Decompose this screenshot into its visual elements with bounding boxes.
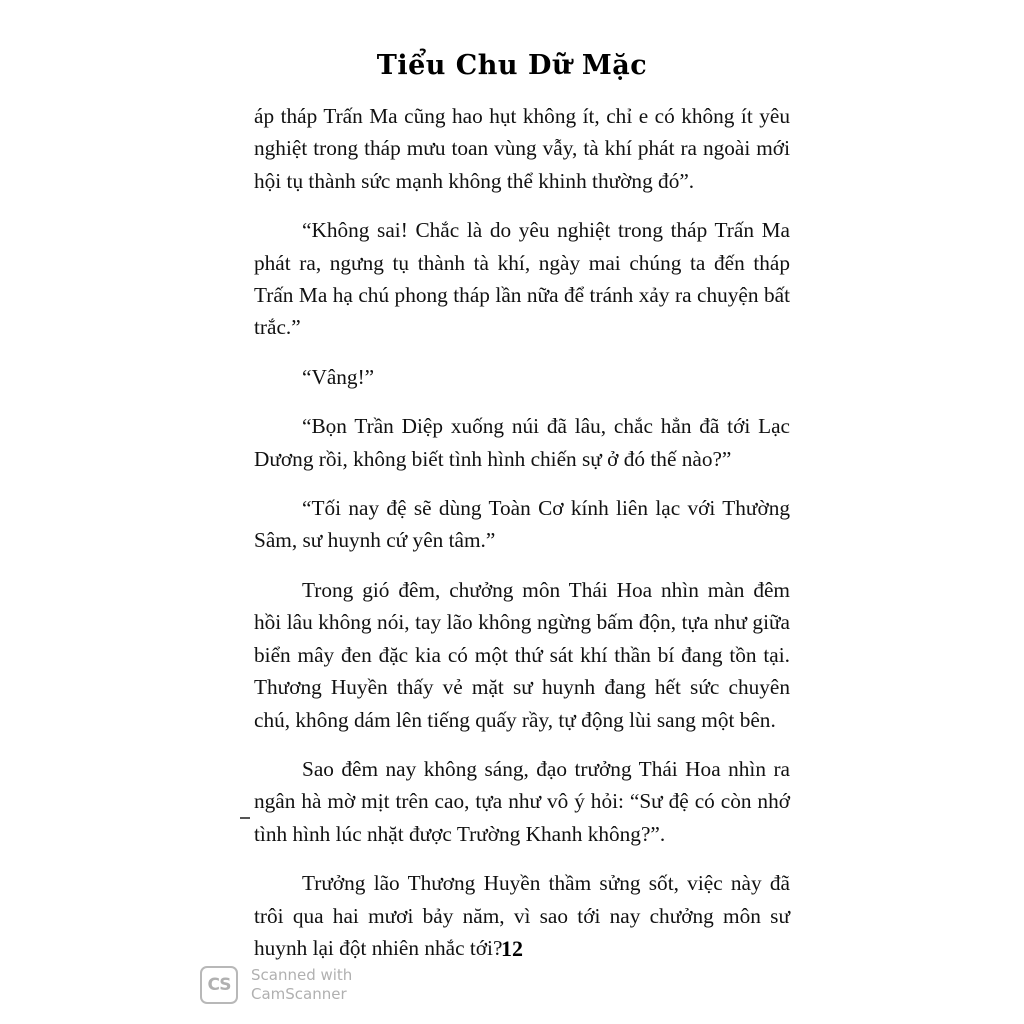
camscanner-logo-icon: CS	[200, 966, 238, 1004]
paragraph-6: Trong gió đêm, chưởng môn Thái Hoa nhìn màn đêm hồi lâu không nói, tay lão không ngừng bấm độn, tựa như giữa biển mây đen đặc kia có một thứ sát khí thần bí đang tồn tại. Thương Huyền thấy vẻ mặt sư huynh đang hết sức chuyên chú, không dám lên tiếng quấy rầy, tự động lùi sang một bên.	[254, 577, 790, 732]
paragraph-4: “Bọn Trần Diệp xuống núi đã lâu, chắc hẳn đã tới Lạc Dương rồi, không biết tình hình chiến sự ở đó thế nào?”	[254, 414, 790, 471]
scan-mark	[240, 817, 250, 819]
watermark-line-2: CamScanner	[251, 985, 347, 1003]
paragraph-8: Trưởng lão Thương Huyền thầm sửng sốt, việc này đã trôi qua hai mươi bảy năm, vì sao tới nay chưởng môn sư huynh lại đột nhiên nhắc tới?	[254, 871, 790, 960]
paragraph-7: Sao đêm nay không sáng, đạo trưởng Thái Hoa nhìn ra ngân hà mờ mịt trên cao, tựa như vô ý hỏi: “Sư đệ có còn nhớ tình hình lúc nhặt được Trường Khanh không?”.	[254, 756, 790, 846]
paragraph-1: áp tháp Trấn Ma cũng hao hụt không ít, chỉ e có không ít yêu nghiệt trong tháp mưu toan vùng vẫy, tà khí phát ra ngoài mới hội tụ thành sức mạnh không thể khinh thường đó”.	[254, 104, 790, 193]
watermark-line-1: Scanned with	[251, 966, 353, 984]
paragraph-5: “Tối nay đệ sẽ dùng Toàn Cơ kính liên lạc với Thường Sâm, sư huynh cứ yên tâm.”	[254, 496, 790, 553]
page-number: 12	[501, 936, 523, 961]
watermark-text	[251, 966, 352, 1004]
camscanner-watermark	[200, 966, 352, 1004]
running-header: Tiểu Chu Dữ Mặc	[376, 50, 648, 81]
paragraph-3: “Vâng!”	[302, 364, 375, 389]
paragraph-2: “Không sai! Chắc là do yêu nghiệt trong tháp Trấn Ma phát ra, ngưng tụ thành tà khí, ngày mai chúng ta đến tháp Trấn Ma hạ chú phong tháp lần nữa để tránh xảy ra chuyện bất trắc.”	[254, 218, 790, 340]
page-body	[254, 100, 790, 981]
